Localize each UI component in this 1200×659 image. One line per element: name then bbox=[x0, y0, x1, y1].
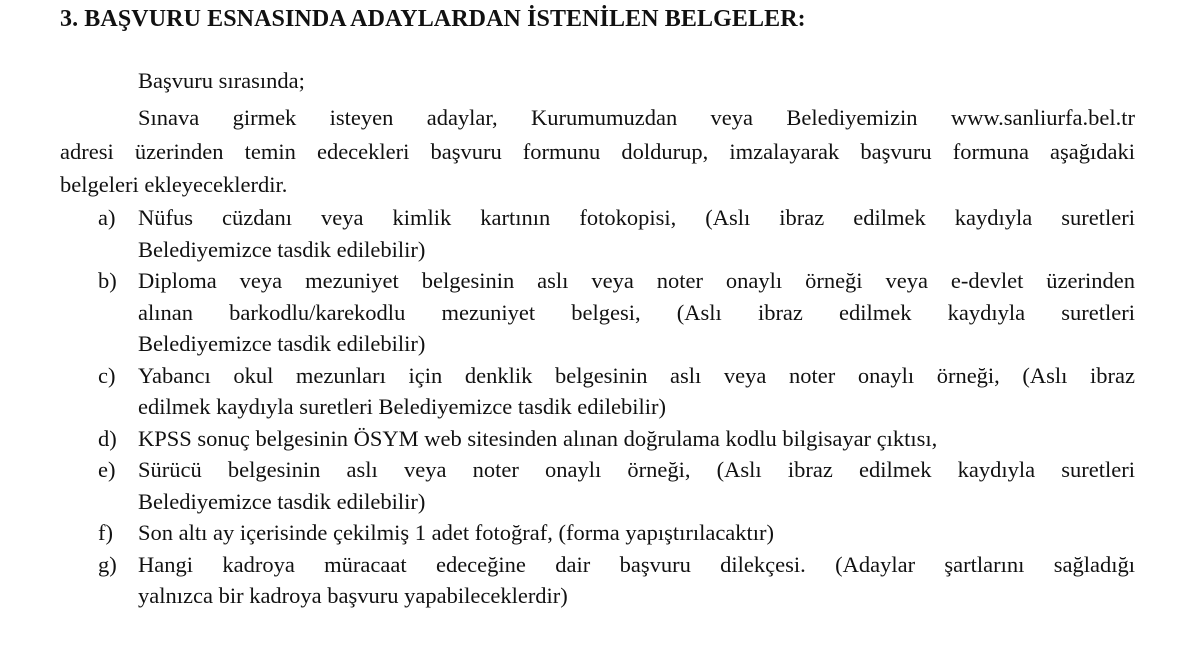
list-marker: b) bbox=[98, 268, 117, 293]
list-item-a bbox=[98, 202, 1135, 265]
list-item-line: Diploma veya mezuniyet belgesinin aslı veya noter onaylı örneği veya e-devlet üzerinden bbox=[138, 268, 1135, 293]
list-marker: e) bbox=[98, 457, 116, 482]
list-item-f bbox=[98, 517, 1135, 549]
list-marker: c) bbox=[98, 362, 116, 388]
list-item-line: alınan barkodlu/karekodlu mezuniyet belgesi, (Aslı ibraz edilmek kaydıyla suretleri bbox=[138, 299, 1135, 325]
paragraph-line-1: Sınava girmek isteyen adaylar, Kurumumuzdan veya Belediyemizin www.sanliurfa.bel.tr bbox=[138, 105, 1135, 130]
list-item-line: yalnızca bir kadroya başvuru yapabileceklerdir) bbox=[138, 583, 568, 608]
paragraph-line-3: belgeleri ekleyeceklerdir. bbox=[60, 172, 288, 197]
list-marker: g) bbox=[98, 551, 117, 577]
list-item-line: Belediyemizce tasdik edilebilir) bbox=[138, 488, 426, 514]
list-item-line: KPSS sonuç belgesinin ÖSYM web sitesinden alınan doğrulama kodlu bilgisayar çıktısı, bbox=[138, 425, 938, 451]
list-item-line: edilmek kaydıyla suretleri Belediyemizce tasdik edilebilir) bbox=[138, 394, 666, 419]
list-marker: a) bbox=[98, 205, 116, 230]
list-item-line: Hangi kadroya müracaat edeceğine dair başvuru dilekçesi. (Adaylar şartlarını sağladığı bbox=[138, 551, 1135, 577]
list-item-g bbox=[98, 549, 1135, 612]
required-documents-list bbox=[98, 202, 1135, 612]
main-paragraph bbox=[60, 101, 1135, 202]
list-item-line: Sürücü belgesinin aslı veya noter onaylı örneği, (Aslı ibraz edilmek kaydıyla suretleri bbox=[138, 457, 1135, 482]
list-item-b bbox=[98, 265, 1135, 360]
list-item-line: Nüfus cüzdanı veya kimlik kartının fotokopisi, (Aslı ibraz edilmek kaydıyla suretleri bbox=[138, 205, 1135, 230]
list-marker: f) bbox=[98, 520, 113, 545]
paragraph-line-2: adresi üzerinden temin edecekleri başvuru formunu doldurup, imzalayarak başvuru formuna aşağıdaki bbox=[60, 138, 1135, 164]
list-item-line: Belediyemizce tasdik edilebilir) bbox=[138, 331, 426, 356]
list-item-line: Son altı ay içerisinde çekilmiş 1 adet fotoğraf, (forma yapıştırılacaktır) bbox=[138, 520, 775, 545]
list-item-d bbox=[98, 423, 1135, 455]
list-item-c bbox=[98, 360, 1135, 423]
list-item-e bbox=[98, 454, 1135, 517]
intro-text: Başvuru sırasında; bbox=[138, 68, 305, 93]
list-marker: d) bbox=[98, 425, 117, 451]
section-heading: 3. BAŞVURU ESNASINDA ADAYLARDAN İSTENİLEN BELGELER: bbox=[60, 6, 806, 32]
list-item-line: Yabancı okul mezunları için denklik belgesinin aslı veya noter onaylı örneği, (Aslı ibraz bbox=[138, 362, 1135, 388]
list-item-line: Belediyemizce tasdik edilebilir) bbox=[138, 236, 426, 262]
